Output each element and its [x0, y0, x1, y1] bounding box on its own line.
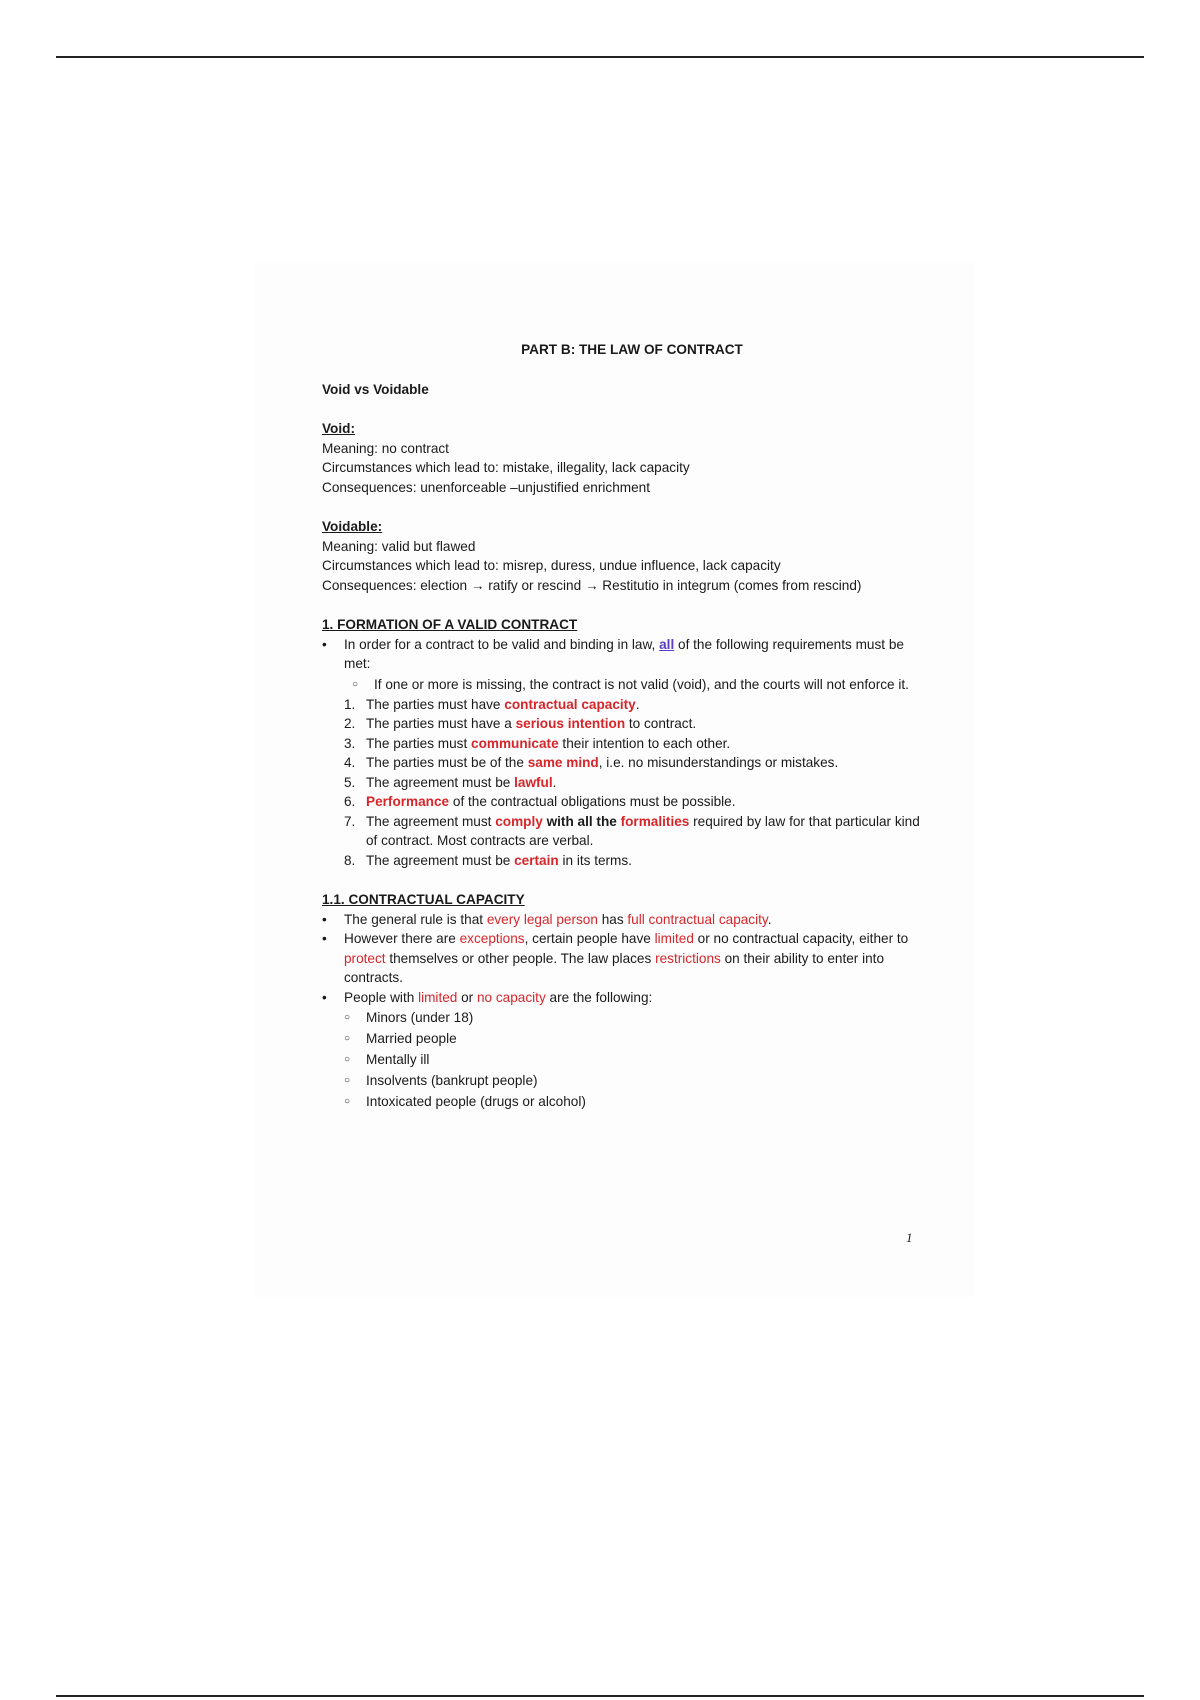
requirement-5: 5. The agreement must be lawful.: [344, 774, 557, 790]
requirement-1: 1. The parties must have contractual capacity.: [344, 696, 640, 712]
section-heading-void-vs-voidable: Void vs Voidable: [322, 381, 429, 397]
voidable-circumstances: Circumstances which lead to: misrep, duress, undue influence, lack capacity: [322, 558, 781, 573]
section1-note: ○ If one or more is missing, the contract is not valid (void), and the courts will not enforce it.: [322, 674, 922, 695]
void-circumstances: Circumstances which lead to: mistake, illegality, lack capacity: [322, 460, 690, 475]
void-label: Void:: [322, 421, 355, 436]
list-item: ○ Mentally ill: [322, 1049, 922, 1070]
requirement-8: 8. The agreement must be certain in its terms.: [344, 852, 632, 868]
void-meaning: Meaning: no contract: [322, 440, 449, 456]
section1-intro: • In order for a contract to be valid and binding in law, all of the following requirements must be met:: [322, 635, 922, 674]
voidable-meaning: Meaning: valid but flawed: [322, 538, 476, 554]
section1-heading: 1. FORMATION OF A VALID CONTRACT: [322, 617, 578, 632]
section11-heading: 1.1. CONTRACTUAL CAPACITY: [322, 892, 525, 907]
requirement-3: 3. The parties must communicate their intention to each other.: [344, 735, 731, 751]
bottom-rule: [56, 1695, 1144, 1697]
page-content: [322, 340, 922, 1112]
page-title: PART B: THE LAW OF CONTRACT: [521, 342, 743, 357]
page-number: 1: [906, 1230, 913, 1245]
list-item: ○ Minors (under 18): [322, 1007, 922, 1028]
requirement-7: 7. The agreement must comply with all the formalities required by law for that particular kind of contract. Most contracts are verbal.: [344, 813, 920, 848]
all-link[interactable]: all: [659, 636, 675, 652]
requirement-2: 2. The parties must have a serious intention to contract.: [344, 716, 697, 731]
list-item: ○ Insolvents (bankrupt people): [322, 1070, 922, 1091]
capacity-exceptions: • However there are exceptions, certain people have limited or no contractual capacity, either to protect themselves or other people. The law places restrictions on their ability to enter into contracts.: [322, 929, 922, 988]
top-rule: [56, 56, 1144, 58]
capacity-rule: • The general rule is that every legal person has full contractual capacity.: [322, 910, 922, 930]
voidable-consequences: Consequences: election → ratify or rescind → Restitutio in integrum (comes from rescind): [322, 577, 862, 593]
list-item: ○ Intoxicated people (drugs or alcohol): [322, 1091, 922, 1112]
requirement-6: 6. Performance of the contractual obligations must be possible.: [344, 794, 736, 809]
capacity-people: • People with limited or no capacity are the following:: [322, 988, 922, 1008]
voidable-label: Voidable:: [322, 519, 383, 534]
list-item: ○ Married people: [322, 1028, 922, 1049]
void-consequences: Consequences: unenforceable –unjustified enrichment: [322, 479, 650, 495]
requirement-4: 4. The parties must be of the same mind, i.e. no misunderstandings or mistakes.: [344, 755, 839, 770]
